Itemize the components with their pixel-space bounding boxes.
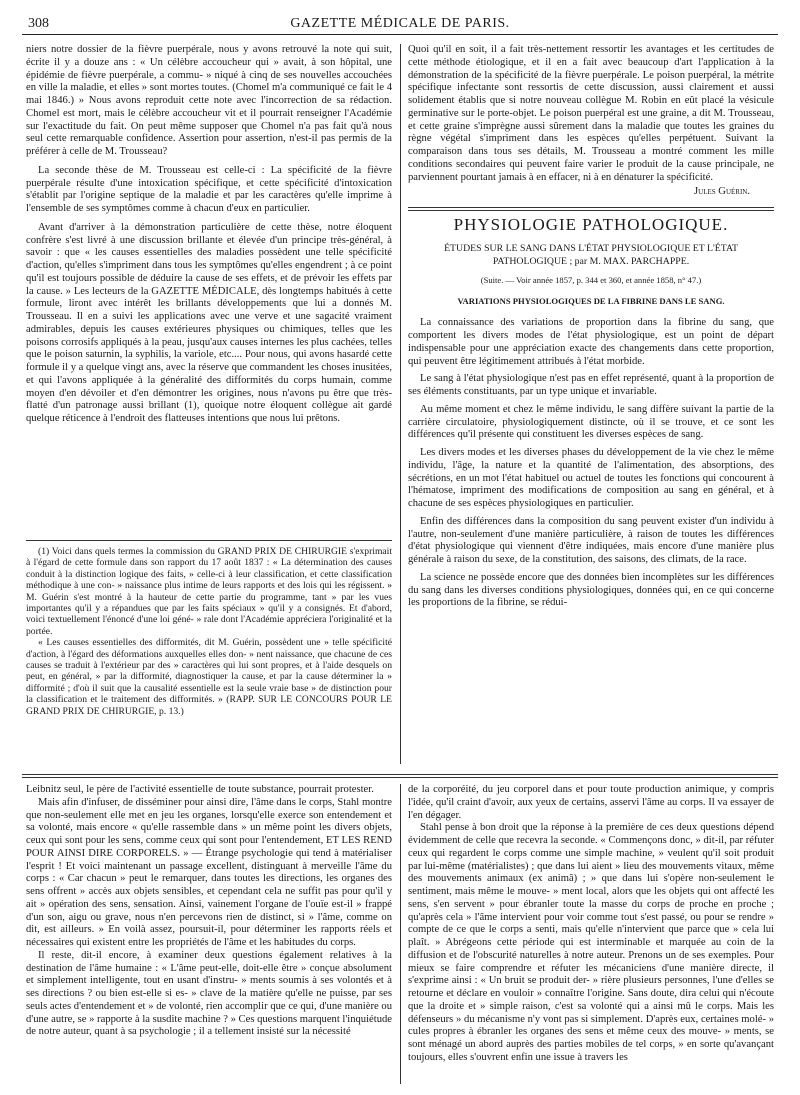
bottom-left-column <box>26 784 392 1039</box>
paragraph: Le sang à l'état physiologique n'est pas en effet représenté, quant à la proportion de ses éléments constituants, par un type unique et invariable. <box>408 373 774 397</box>
paragraph: La connaissance des variations de proportion dans la fibrine du sang, que comportent les divers modes de l'état physiologique, est un point de départ indispensable pour une appréciation exacte des changements dans cette proportion, qui peuvent être légitimement attribués à l'état morbide. <box>408 317 774 367</box>
paragraph: Avant d'arriver à la démonstration particulière de cette thèse, notre éloquent confrère s'est livré à une discussion brillante et élevée d'un principe très-général, à savoir : que « les causes essentielles des maladies possèdent une telle spécificité d'action, qu'elles s'impriment dans tous les symptômes qu'elles engendrent ; à ce point qu'il est toujours possible de déduire la cause de ses effets, et de prévoir les effets par la cause. » Les lecteurs de la GAZETTE MÉDICALE, dès longtemps habitués à cette formule, liront avec intérêt les brillants développements que lui a donnés M. Trousseau. Il en a suivi les applications avec une verve et une sagacité vraiment admirables, depuis les causes extérieures physiques ou chimiques, telles que les poisons corrosifs appliqués à la peau, jusqu'aux causes internes les plus cachées, telles que le poison saturnin, la syphilis, la variole, etc.... Pour nous, qui avons hasardé cette formule il y a quelque vingt ans, avec la réserve que commandent les choses inusitées, et qui l'avons appliquée à la généralité des difformités du corps humain, comme moyen d'en dévoiler et d'en démontrer les origines, nous n'avons pu être que très-flatté d'un patronage aussi brillant (1), quoique notre éloquent collègue ait gardé quelque réticence à l'endroit des flatteuses intentions que nous lui prêtons. <box>26 221 392 424</box>
page-header <box>22 12 778 35</box>
paragraph: de la corporéité, du jeu corporel dans et pour toute production animique, y compris l'idée, qu'il craint d'avoir, aux yeux de certains, asservi l'âme au corps. Il va essayer de l'en dégager. <box>408 784 774 821</box>
author-signature: Jules Guérin. <box>694 186 750 198</box>
section-divider <box>22 774 778 775</box>
footnote <box>26 546 392 717</box>
top-right-column <box>408 44 774 610</box>
paragraph: Enfin des différences dans la composition du sang peuvent exister d'un individu à l'autre, non-seulement d'une manière particulière, à raison de toutes les différences d'état physiologique qui viennent d'être indiquées, mais encore d'une manière plus générale à raison du sexe, de la constitution, des saisons, des climats, de la race. <box>408 515 774 565</box>
paragraph: Il reste, dit-il encore, à examiner deux questions également relatives à la destination de l'âme humaine : « L'âme peut-elle, doit-elle être » conçue absolument et simplement intelligente, tout en usant d'instru- » ments soumis à ses volontés et à ses directions ? ou bien est-elle si es- » clave de la matière qu'elle ne puisse, par ses seuls actes d'entendement et » de volonté, rien accomplir que ce qui, d'une manière ou d'une autre, se » rapporte à la susdite machine ? » Ces questions marquent l'inquiétude de notre auteur, quant à sa psychologie ; il a tellement insisté sur la nécessité <box>26 949 392 1038</box>
page-number: 308 <box>28 16 49 31</box>
paragraph: Leibnitz seul, le père de l'activité essentielle de toute substance, pourrait protester. <box>26 784 374 795</box>
paragraph: La seconde thèse de M. Trousseau est celle-ci : La spécificité de la fièvre puerpérale résulte d'une intoxication spécifique, et cette spécificité d'intoxication s'établit par l'origine septique de la maladie et par les caractères qu'elle imprime à l'ensemble de ses symptômes comme à chacun d'eux en particulier. <box>26 164 392 214</box>
section-divider <box>22 777 778 778</box>
column-divider <box>400 784 401 1084</box>
column-divider <box>400 44 401 764</box>
subheading: VARIATIONS PHYSIOLOGIQUES DE LA FIBRINE DANS LE SANG. <box>457 295 725 306</box>
article-title: ÉTUDES SUR LE SANG DANS L'ÉTAT PHYSIOLOGIQUE ET L'ÉTAT PATHOLOGIQUE ; par M. MAX. PARCHAPPE. <box>444 242 738 267</box>
footnote-divider <box>26 540 392 541</box>
paragraph: Mais afin d'infuser, de disséminer pour ainsi dire, l'âme dans le corps, Stahl montre que non-seulement elle met en jeu les organes, lorsqu'elle exerce son entendement et sa volonté, mais encore « qu'elle rassemble dans » un même point les divers objets, ceux qui sont pour les sens, comme ceux qui sont pour l'entendement, ET LES REND POUR AINSI DIRE CORPORELS. » — Étrange psychologie qui tend à matérialiser l'esprit ! Et voici maintenant un passage excellent, distinguant à merveille l'âme du corps : « Car chacun » peut le remarquer, dans toutes les directions, les organes des sens offrent » accès aux objets sensibles, et cependant cela ne suffit pas pour qu'il y ait » opération des sens, sensation. Ainsi, vainement l'organe de l'ouïe est-il » frappé d'un son, aigu ou grave, nous n'en percevons rien de distinct, si » l'âme, comme on dit, est ailleurs. » En voilà assez, poursuit-il, pour déterminer les rapports réels et nécessaires qui existent entre les propriétés de l'âme et les habitudes du corps. <box>26 796 392 948</box>
footnote-paragraph: « Les causes essentielles des difformités, dit M. Guérin, possèdent une » telle spécificité d'action, à l'égard des déformations auxquelles elles don- » nent naissance, que chacune de ces causes se traduit à l'extérieur par des » caractères qui lui sont propres, et à l'aide desquels on peut, en général, » par la difformité, diagnostiquer la cause, et par la cause déterminer la » difformité ; d'où il suit que la causalité essentielle est la seule vraie base » de distinction pour la classification et le traitement des difformités. » (RAPP. SUR LE CONCOURS POUR LE GRAND PRIX DE CHIRURGIE, p. 13.) <box>26 637 392 717</box>
bottom-right-column <box>408 784 774 1065</box>
section-rule <box>408 207 774 211</box>
journal-title: GAZETTE MÉDICALE DE PARIS. <box>290 16 510 31</box>
paragraph: La science ne possède encore que des données bien incomplètes sur les différences du sang dans les diverses conditions physiologiques, données qui, en ce qui concerne les proportions de la fibrine, se rédui- <box>408 571 774 609</box>
suite-note: (Suite. — Voir année 1857, p. 344 et 360, et année 1858, n° 47.) <box>480 274 702 285</box>
paragraph: Stahl pense à bon droit que la réponse à la première de ces deux questions dépend évidemment de celle que recevra la seconde. « Commençons donc, » dit-il, par réfuter ceux qui regardent le corps comme une simple machine, » veulent qu'il soit produit par lui-même (matérialistes) ; que dans lui aient » lieu des mouvements vitaux, même des mouvements animaux (ex animâ) ; » que dans lui s'opère non-seulement le sentiment, mais même le mouve- » ment local, alors que les objets qui ont affecté les sens, s'en servent » pour ébranler toute la masse du corps de proche en proche ; qu'après cela » l'âme intervient pour voir comme tout s'est passé, ou pour se rendre » compte de ce que le corps a senti, mais qu'elle n'intervient que parce que » cela lui plaît. » Abrégeons cette période qui est interminable et marquée au coin de la diffusion et de l'obscurité naturelles à notre auteur. Prenons un de ses exemples. Pour mieux se faire comprendre et réfuter les mécaniciens d'une manière directe, il s'exprime ainsi : « Un bruit se produit der- » rière plusieurs personnes, l'une d'elles se retourne et déclare en vouloir » connaître l'origine. Sans doute, dira celui qui n'écoute que la droite et » simple raison, c'est sa volonté qui a ainsi mû le corps. Mais les défenseurs » du mécanisme n'y vont pas si simplement. D'après eux, certaines molé- » cules propres à ébranler les organes des sens et même ceux des mouve- » ments, se sont ménagé un abord auprès des parties mobiles de tel corps, » en sorte qu'avançant toujours, elles s'ouvrent enfin une issue à travers les <box>408 822 774 1063</box>
paragraph: Les divers modes et les diverses phases du développement de la vie chez le même individu, l'âge, la nature et la quantité de l'alimentation, des absorptions, des sécrétions, en un mot l'état habituel ou actuel de toutes les fonctions qui concourent à l'hématose, impriment des modifications de composition au sang en général, et à chacune de ses espèces physiologiques en particulier. <box>408 447 774 509</box>
paragraph: niers notre dossier de la fièvre puerpérale, nous y avons retrouvé la note qui suit, écrite il y a douze ans : « Un célèbre accoucheur qui » avait, à son hôpital, une épidémie de fièvre puerpérale, a commu- » niqué à cinq de ses nouvelles accouchées en ville la maladie, et elles » sont mortes toutes. (Chomel m'a communiqué ce fait le 4 mai 1846.) » Nous avons reproduit cette note avec l'incorrection de sa rédaction. Chomel est mort, mais le célèbre accoucheur vit et il pourrait renseigner l'Académie sur l'exactitude du fait. On peut même supposer que Chomel n'a pas fait qu'à nous seul cette remarquable confidence. Assertion pour assertion, n'est-il pas permis de la préférer à celle de M. Trousseau? <box>26 44 392 157</box>
footnote-paragraph: (1) Voici dans quels termes la commission du GRAND PRIX DE CHIRURGIE s'exprimait à l'égard de cette formule dans son rapport du 17 août 1837 : « La détermination des causes conduit à la distinction logique des faits, » celle-ci à leur classification, et cette classification méthodique à une con- » naissance plus intime de leurs rapports et des lois qui les régissent. » M. Guérin s'est montré à la hauteur de cette partie du programme, tant » par les vues importantes qu'il y a répandues que par les faits spéciaux » qu'il y a consignés. Et d'abord, voici textuellement l'énoncé d'une loi géné- » rale dont l'Académie appréciera l'originalité et la portée. <box>26 546 392 637</box>
section-title: PHYSIOLOGIE PATHOLOGIQUE. <box>453 215 729 234</box>
paragraph: Au même moment et chez le même individu, le sang diffère suivant la partie de la carrière circulatoire, physiologiquement distincte, où il se trouve, et ce sont les différences qu'il présente qui constituent les diverses espèces de sang. <box>408 403 774 441</box>
paragraph: Quoi qu'il en soit, il a fait très-nettement ressortir les avantages et les certitudes de cette méthode étiologique, et il en a fait avec beaucoup d'art l'application à la démonstration de la spécificité de la fièvre puerpérale. Le poison puerpéral, la métrite spécifique infectante sont ressortis de cette discussion, aussi clairement et aussi solidement établis que si notre nouveau collègue M. Robin en eût placé la vésicule germinative sur le porte-objet. Le poison puerpéral est une graine, a dit M. Trousseau, et cette graine s'imprègne aussi sûrement dans la maladie que toutes les graines du règne végétal s'impriment dans les espèces qu'elles perpétuent. Suivant la comparaison dans tous ses détails, M. Trousseau a montré comment les mille conditions secondaires qui peuvent faire varier le produit de la cause principale, ne parviennent pourtant jamais à en effacer, ni à en dénaturer la spécificité. <box>408 44 774 183</box>
top-left-column <box>26 44 392 426</box>
